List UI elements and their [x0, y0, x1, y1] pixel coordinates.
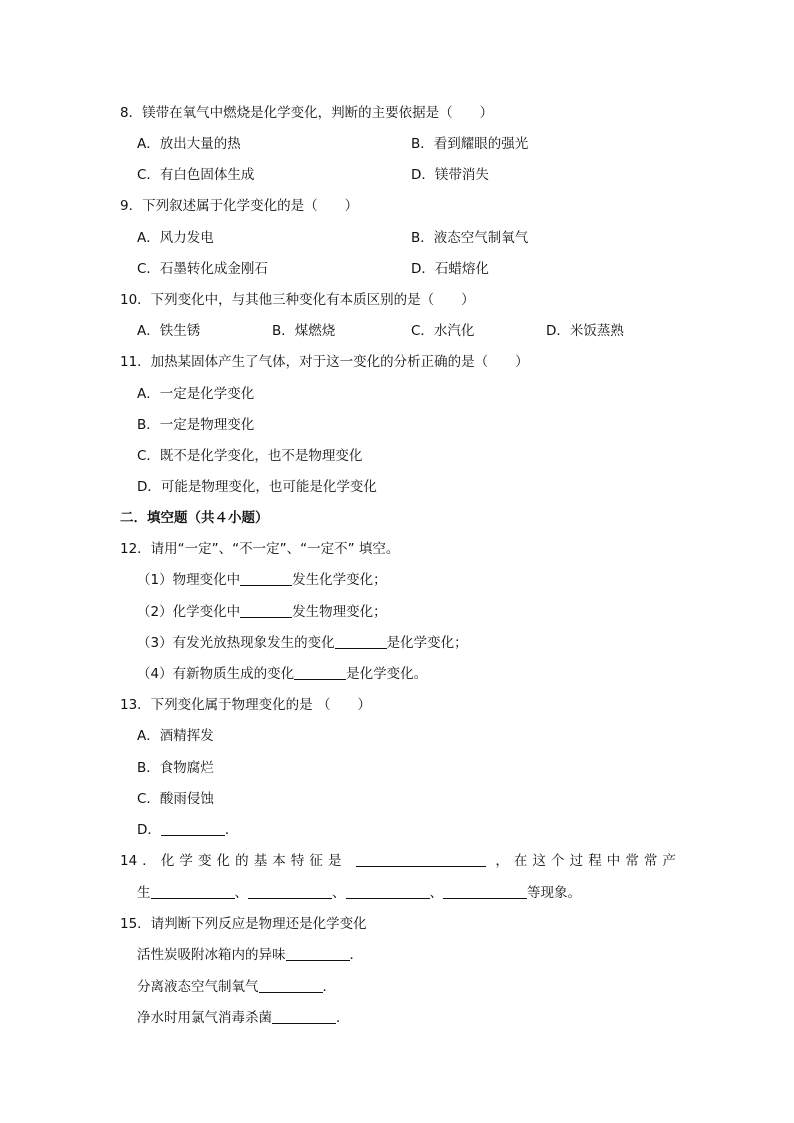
- question-11-option-a: A．一定是化学变化: [137, 386, 255, 402]
- question-13-stem: 13．下列变化属于物理变化的是 （ ）: [120, 697, 371, 713]
- item-suffix: ．: [322, 979, 336, 995]
- item-suffix: ．: [336, 1010, 350, 1026]
- question-11-option-d: D．可能是物理变化，也可能是化学变化: [137, 479, 377, 495]
- item-prefix: （3）有发光放热现象发生的变化: [137, 635, 335, 651]
- question-14-line-2: [137, 884, 581, 902]
- separator: 、: [234, 885, 248, 901]
- q14-line2-prefix: 生: [137, 885, 151, 901]
- question-13-option-d: [137, 821, 238, 839]
- q14-prefix: 14．化学变化的基本特征是: [120, 853, 347, 869]
- question-9-option-c: C．石墨转化成金刚石: [137, 261, 268, 277]
- question-12-item-4: [137, 665, 427, 683]
- question-14-line-1: [120, 852, 676, 870]
- option-label: D．: [137, 822, 161, 838]
- item-prefix: 净水时用氯气消毒杀菌: [137, 1010, 272, 1026]
- question-13-option-a: A．酒精挥发: [137, 728, 214, 744]
- question-13-option-b: B．食物腐烂: [137, 760, 214, 776]
- question-10-option-c: C．水汽化: [411, 323, 475, 339]
- item-prefix: 分离液态空气制氧气: [137, 979, 259, 995]
- question-10-option-b: B．煤燃烧: [272, 323, 336, 339]
- question-9-option-b: B．液态空气制氧气: [411, 230, 529, 246]
- answer-blank[interactable]: [346, 884, 430, 899]
- question-10-option-d: D．米饭蒸熟: [546, 323, 624, 339]
- item-prefix: （2）化学变化中: [137, 604, 241, 620]
- question-15-item-2: [137, 978, 336, 996]
- question-8-option-c: C．有白色固体生成: [137, 167, 255, 183]
- item-suffix: 发生物理变化；: [292, 604, 387, 620]
- q14-line2-suffix: 等现象。: [527, 885, 581, 901]
- answer-blank[interactable]: [286, 946, 350, 961]
- question-15-stem: 15．请判断下列反应是物理还是化学变化: [120, 916, 367, 932]
- answer-blank[interactable]: [335, 634, 387, 649]
- question-8-option-b: B．看到耀眼的强光: [411, 136, 529, 152]
- question-8-option-d: D．镁带消失: [411, 167, 489, 183]
- item-suffix: 是化学变化；: [386, 635, 468, 651]
- question-10-option-a: A．铁生锈: [137, 323, 201, 339]
- question-12-item-3: [137, 634, 468, 652]
- answer-blank[interactable]: [294, 665, 346, 680]
- question-12-item-2: [137, 603, 387, 621]
- answer-blank[interactable]: [443, 884, 527, 899]
- question-9-option-a: A．风力发电: [137, 230, 214, 246]
- question-10-stem: 10．下列变化中，与其他三种变化有本质区别的是（ ）: [120, 292, 475, 308]
- question-13-option-c: C．酸雨侵蚀: [137, 791, 214, 807]
- answer-blank[interactable]: [248, 884, 332, 899]
- item-suffix: 是化学变化。: [346, 666, 428, 682]
- separator: 、: [429, 885, 443, 901]
- option-tail: ．: [224, 822, 239, 838]
- question-12-stem: 12．请用“一定”、“不一定”、“一定不” 填空。: [120, 541, 400, 557]
- item-prefix: （4）有新物质生成的变化: [137, 666, 295, 682]
- item-suffix: ．: [349, 947, 363, 963]
- question-15-item-1: [137, 946, 363, 964]
- item-prefix: （1）物理变化中: [137, 572, 241, 588]
- item-prefix: 活性炭吸附冰箱内的异味: [137, 947, 286, 963]
- answer-blank[interactable]: [151, 884, 235, 899]
- question-11-stem: 11．加热某固体产生了气体，对于这一变化的分析正确的是（ ）: [120, 354, 529, 370]
- separator: 、: [332, 885, 346, 901]
- question-15-item-3: [137, 1009, 350, 1027]
- answer-blank[interactable]: [161, 821, 225, 836]
- question-11-option-c: C．既不是化学变化，也不是物理变化: [137, 448, 363, 464]
- answer-blank[interactable]: [356, 852, 486, 867]
- question-11-option-b: B．一定是物理变化: [137, 417, 255, 433]
- item-suffix: 发生化学变化；: [292, 572, 387, 588]
- q14-suffix: ，在这个过程中常常产: [495, 853, 677, 869]
- question-8-option-a: A．放出大量的热: [137, 136, 241, 152]
- question-12-item-1: [137, 571, 387, 589]
- question-9-option-d: D．石蜡熔化: [411, 261, 489, 277]
- answer-blank[interactable]: [240, 571, 292, 586]
- section-heading: 二．填空题（共４小题）: [120, 510, 269, 526]
- answer-blank[interactable]: [240, 603, 292, 618]
- question-8-stem: 8．镁带在氧气中燃烧是化学变化，判断的主要依据是（ ）: [120, 105, 494, 121]
- answer-blank[interactable]: [259, 978, 323, 993]
- answer-blank[interactable]: [272, 1009, 336, 1024]
- question-9-stem: 9．下列叙述属于化学变化的是（ ）: [120, 198, 359, 214]
